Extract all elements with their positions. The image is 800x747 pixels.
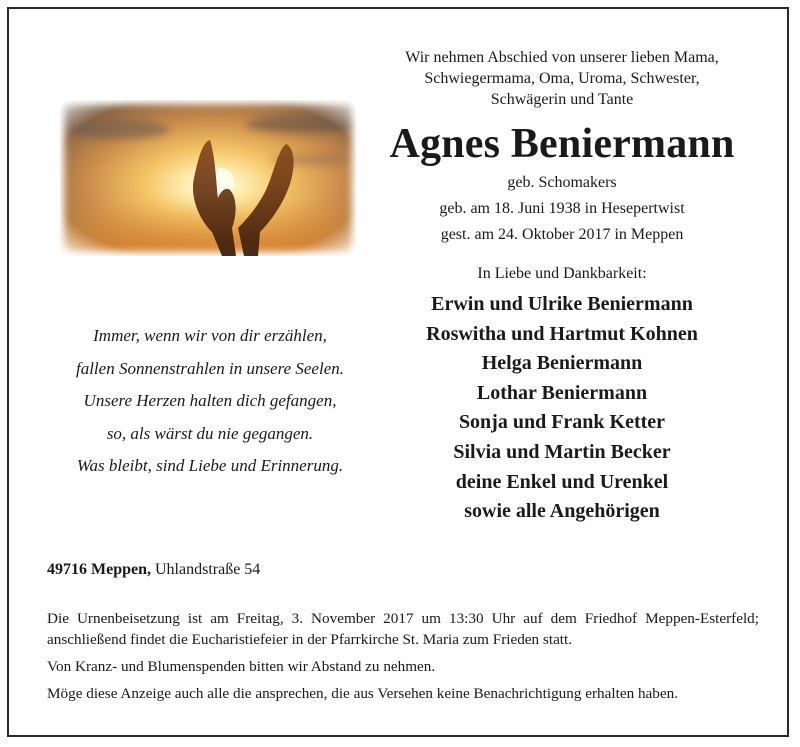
thanks-heading: In Liebe und Dankbarkeit: — [477, 265, 647, 282]
intro-text — [372, 47, 752, 110]
mourners-list — [372, 290, 752, 527]
mourner-line: Sonja und Frank Ketter — [458, 411, 666, 434]
mourner-line: Lothar Beniermann — [476, 381, 648, 404]
mourner-line: deine Enkel und Urenkel — [455, 470, 669, 493]
notification-note: Möge diese Anzeige auch alle die ansprechen, die aus Versehen keine Benachrichtigung erhalten haben. — [47, 685, 679, 702]
mourner-line: sowie alle Angehörigen — [464, 500, 660, 523]
poem-line: Immer, wenn wir von dir erzählen, — [93, 326, 327, 345]
maiden-name: geb. Schomakers — [507, 174, 617, 191]
intro-line: Schwiegermama, Oma, Uroma, Schwester, — [424, 70, 700, 87]
funeral-notice — [47, 608, 759, 710]
burial-info: Die Urnenbeisetzung ist am Freitag, 3. November 2017 um 13:30 Uhr auf dem Friedhof Meppen-Esterfeld; anschließend findet die Eucharistiefeier in der Pfarrkirche St. Maria zum Frieden statt. — [47, 610, 759, 648]
intro-line: Wir nehmen Abschied von unserer lieben Mama, — [405, 49, 719, 66]
family-address — [47, 559, 260, 581]
deceased-name: Agnes Beniermann — [389, 121, 735, 167]
mourner-line: Roswitha und Hartmut Kohnen — [426, 322, 698, 345]
death-date: gest. am 24. Oktober 2017 in Meppen — [440, 226, 684, 243]
mourner-line: Silvia und Martin Becker — [453, 440, 671, 463]
memorial-poem — [40, 320, 380, 483]
poem-line: Was bleibt, sind Liebe und Erinnerung. — [76, 456, 344, 475]
mourner-line: Helga Beniermann — [481, 352, 643, 375]
address-street: Uhlandstraße 54 — [155, 561, 261, 578]
life-dates — [372, 170, 752, 248]
sunset-hands-photo — [60, 100, 356, 256]
address-city: 49716 Meppen, — [47, 561, 151, 578]
poem-line: so, als wärst du nie gegangen. — [106, 423, 314, 443]
intro-line: Schwägerin und Tante — [490, 91, 634, 108]
birth-date: geb. am 18. Juni 1938 in Hesepertwist — [439, 200, 685, 217]
poem-line: Unsere Herzen halten dich gefangen, — [83, 391, 337, 410]
poem-line: fallen Sonnenstrahlen in unsere Seelen. — [75, 358, 344, 378]
mourner-line: Erwin und Ulrike Beniermann — [431, 293, 693, 315]
flower-request: Von Kranz- und Blumenspenden bitten wir Abstand zu nehmen. — [47, 658, 436, 675]
